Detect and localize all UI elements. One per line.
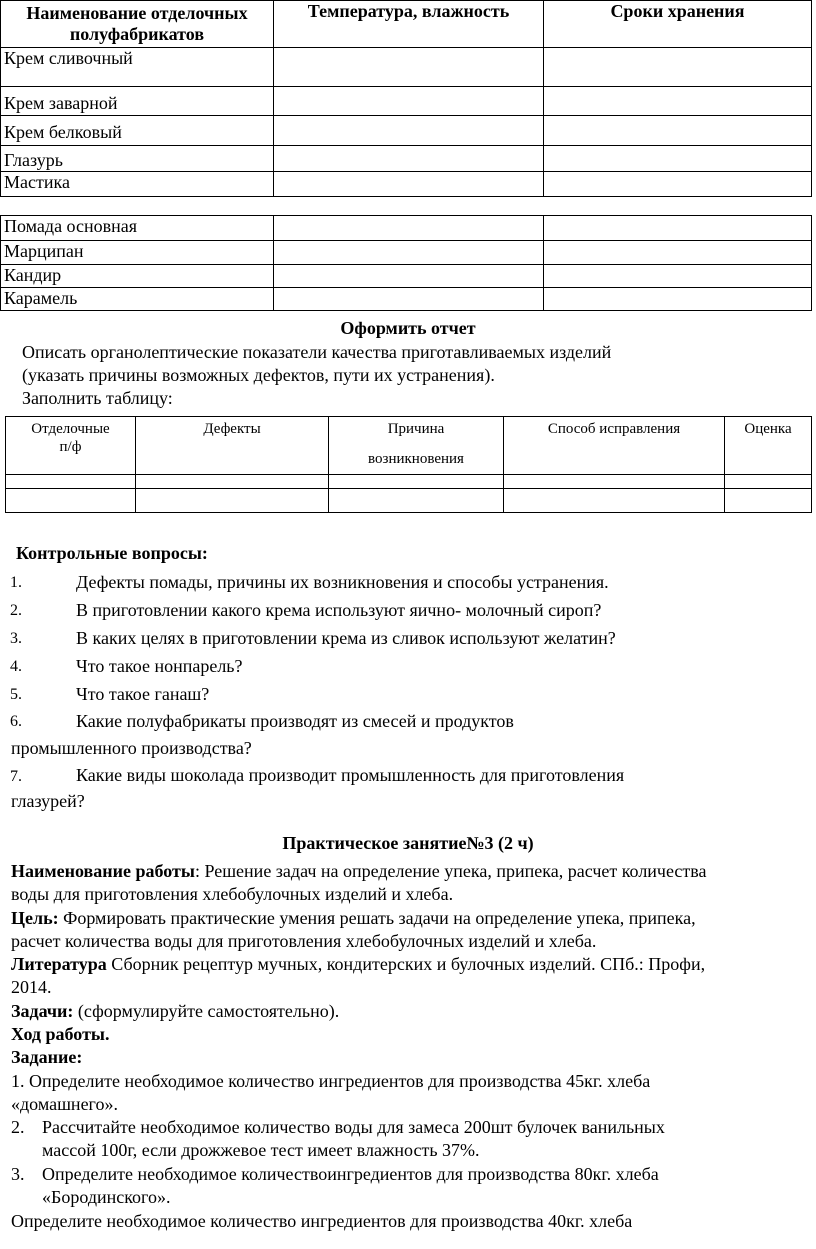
row-name: Крем белковый [1, 116, 274, 146]
row-name: Мастика [1, 172, 274, 197]
assignment-item-2-num: 2. [11, 1117, 25, 1137]
work-line-2: воды для приготовления хлебобулочных изделий и хлеба. [11, 884, 454, 904]
work-text: : Решение задач на определение упека, припека, расчет количества [194, 861, 707, 881]
literature-label: Литература [11, 954, 107, 974]
question-number: 3. [10, 630, 22, 647]
question-text: Какие виды шоколада производит промышленность для приготовления [76, 765, 625, 785]
col-fix: Способ исправления [504, 417, 725, 475]
report-line-1: Описать органолептические показатели качества приготавливаемых изделий [22, 342, 612, 362]
tasks-line [11, 1000, 339, 1022]
question-text-cont: глазурей? [11, 791, 85, 811]
assignment-item-1: 1. Определите необходимое количество ингредиентов для производства 45кг. хлеба [11, 1071, 651, 1091]
col-rating: Оценка [725, 417, 812, 475]
question-text: Что такое нонпарель? [76, 656, 243, 676]
tasks-text: (сформулируйте самостоятельно). [73, 1001, 340, 1021]
practice-title: Практическое занятие№3 (2 ч) [282, 833, 534, 853]
report-line-2: (указать причины возможных дефектов, пути их устранения). [22, 365, 495, 385]
question-text: В каких целях в приготовлении крема из сливок используют желатин? [76, 628, 616, 648]
goal-line-2: расчет количества воды для приготовления хлебобулочных изделий и хлеба. [11, 931, 597, 951]
row-name: Крем сливочный [1, 48, 274, 87]
row-name: Помада основная [1, 216, 274, 241]
question-number: 1. [10, 574, 22, 591]
literature-text: Сборник рецептур мучных, кондитерских и булочных изделий. СПб.: Профи, [106, 954, 706, 974]
row-name: Крем заварной [1, 87, 274, 116]
goal-label: Цель: [11, 908, 59, 928]
col-cause-line1: Причина [387, 421, 445, 437]
literature-line [11, 953, 705, 975]
literature-line-2: 2014. [11, 977, 52, 997]
tasks-label: Задачи: [11, 1001, 74, 1021]
report-title: Оформить отчет [340, 318, 476, 338]
work-label: Наименование работы [11, 861, 195, 881]
assignment-item-2: Рассчитайте необходимое количество воды для замеса 200шт булочек ванильных [42, 1117, 665, 1137]
assignment-item-1-cont: «домашнего». [11, 1094, 118, 1114]
assignment-label: Задание: [11, 1047, 83, 1067]
col-cause [329, 417, 504, 475]
question-text: В приготовлении какого крема используют яично- молочный сироп? [76, 600, 602, 620]
col-cause-line2: возникновения [368, 451, 464, 467]
header-name: Наименование отделочных полуфабрикатов [1, 1, 274, 48]
question-text: Дефекты помады, причины их возникновения и способы устранения. [76, 572, 609, 592]
question-text: Какие полуфабрикаты производят из смесей и продуктов [76, 711, 514, 731]
report-line-3: Заполнить таблицу: [22, 388, 173, 408]
row-name: Карамель [1, 288, 274, 311]
assignment-last-line: Определите необходимое количество ингредиентов для производства 40кг. хлеба [11, 1211, 633, 1231]
assignment-item-2-cont: массой 100г, если дрожжевое тест имеет влажность 37%. [42, 1140, 480, 1160]
progress-label: Ход работы. [11, 1024, 110, 1044]
header-temp: Температура, влажность [274, 1, 544, 48]
question-number: 5. [10, 686, 22, 703]
control-title: Контрольные вопросы: [16, 543, 208, 563]
row-name: Глазурь [1, 146, 274, 172]
question-text-cont: промышленного производства? [11, 738, 252, 758]
col-finishing: Отделочные п/ф [6, 417, 136, 475]
question-number: 7. [10, 768, 22, 785]
row-name: Кандир [1, 265, 274, 288]
assignment-item-3-num: 3. [11, 1164, 25, 1184]
col-defects: Дефекты [136, 417, 329, 475]
storage-table-1 [0, 0, 812, 197]
goal-text: Формировать практические умения решать задачи на определение упека, припека, [58, 908, 696, 928]
assignment-item-3: Определите необходимое количествоингредиентов для производства 80кг. хлеба [42, 1164, 659, 1184]
work-line [11, 860, 707, 882]
defects-table [5, 416, 812, 513]
goal-line [11, 907, 696, 929]
header-storage: Сроки хранения [544, 1, 812, 48]
row-name: Марципан [1, 241, 274, 265]
question-number: 2. [10, 602, 22, 619]
assignment-item-3-cont: «Бородинского». [42, 1187, 171, 1207]
storage-table-2 [0, 215, 812, 311]
question-number: 4. [10, 658, 22, 675]
question-text: Что такое ганаш? [76, 684, 210, 704]
question-number: 6. [10, 713, 22, 730]
